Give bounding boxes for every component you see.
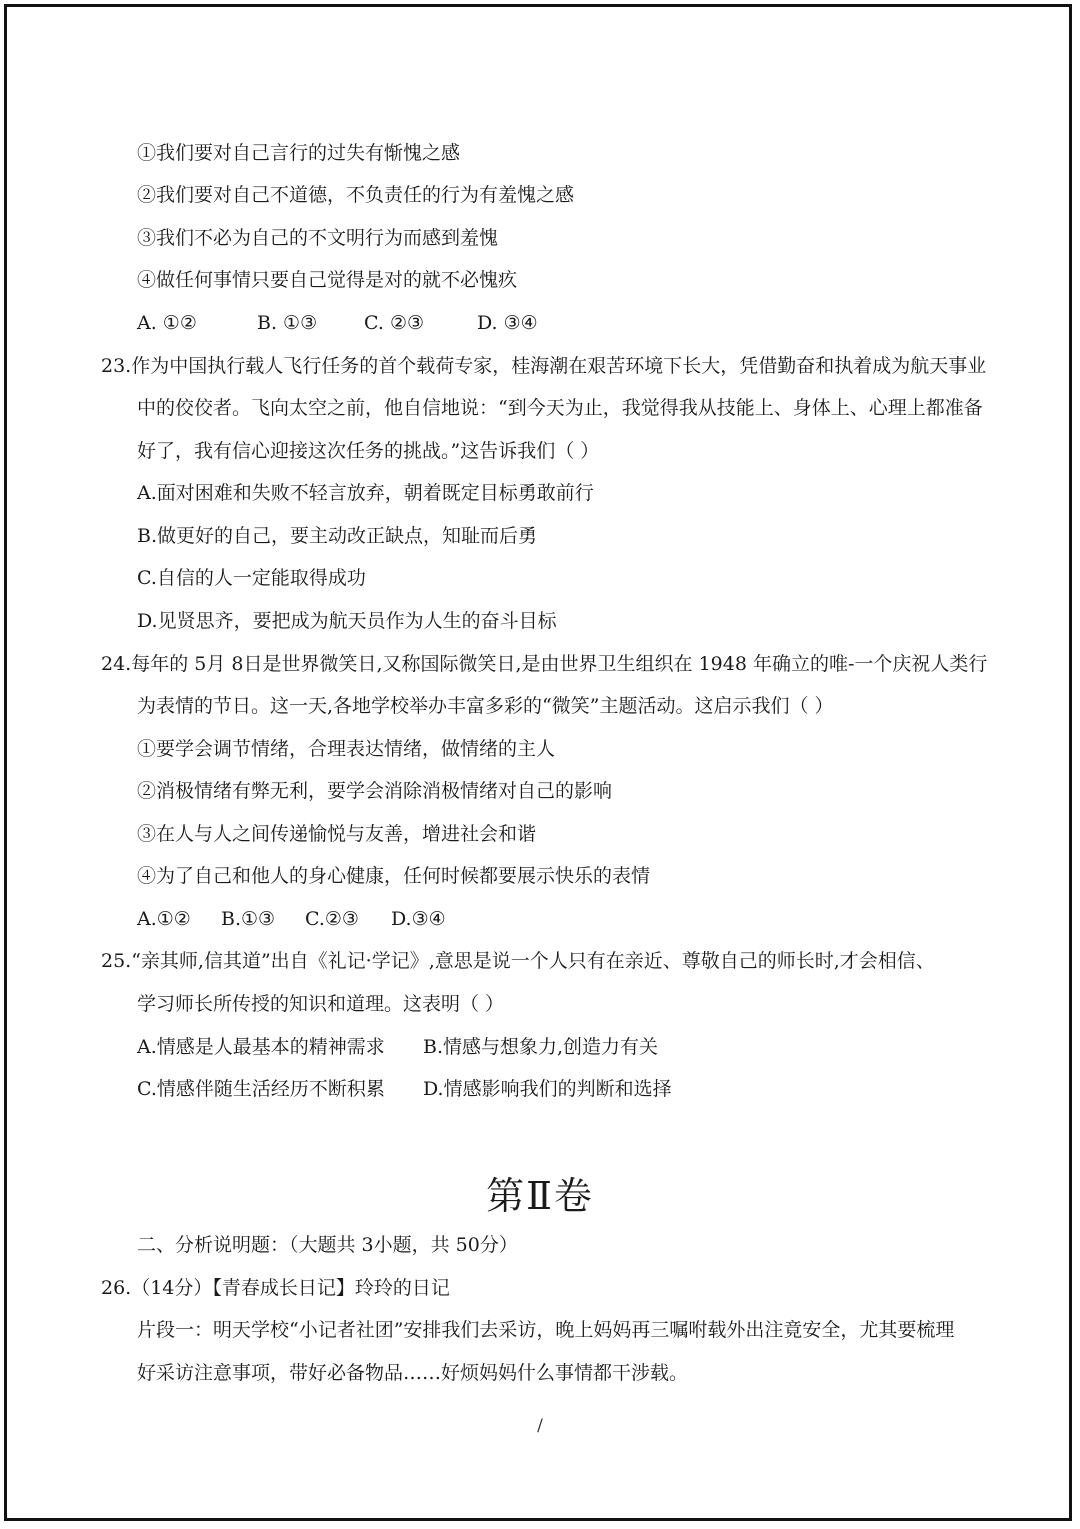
q24-options (137, 907, 446, 931)
q23-option-b: B.做更好的自己，要主动改正缺点，知耻而后勇 (137, 525, 538, 547)
q25-option-d: D.情感影响我们的判断和选择 (423, 1078, 672, 1100)
q25-option-c: C.情感伴随生活经历不断积累 (137, 1078, 385, 1100)
q22-options (137, 311, 538, 335)
q24-statement-3: ③在人与人之间传递愉悦与友善，增进社会和谐 (137, 823, 537, 845)
q26-title: 26.（14分）【青春成长日记】玲玲的日记 (101, 1277, 450, 1299)
q25-option-b: B.情感与想象力,创造力有关 (423, 1036, 659, 1058)
q26-passage-line-1: 片段一：明天学校“小记者社团”安排我们去采访，晚上妈妈再三嘱咐载外出注竟安全，尤其要梳理 (137, 1319, 955, 1341)
q22-option-a: A. ①② (137, 312, 197, 334)
q23-option-d: D.见贤思齐，要把成为航天员作为人生的奋斗目标 (137, 610, 557, 632)
q23-option-c: C.自信的人一定能取得成功 (137, 567, 366, 589)
q24-statement-1: ①要学会调节情绪，合理表达情绪，做情绪的主人 (137, 738, 556, 760)
q25-stem-line-2: 学习师长所传授的知识和道理。这表明（ ） (137, 993, 505, 1015)
page-number: / (537, 1416, 543, 1436)
q22-statement-1: ①我们要对自己言行的过失有惭愧之感 (137, 142, 461, 164)
q22-statement-2: ②我们要对自己不道德，不负责任的行为有羞愧之感 (137, 184, 575, 206)
q25-option-a: A.情感是人最基本的精神需求 (137, 1036, 385, 1058)
q23-stem-line-2: 中的佼佼者。飞向太空之前，他自信地说：“到今天为止，我觉得我从技能上、身体上、心理上都准备 (137, 397, 983, 419)
q22-statement-4: ④做任何事情只要自己觉得是对的就不必愧疚 (137, 269, 518, 291)
q22-option-c: C. ②③ (364, 312, 425, 334)
q26-passage-line-2: 好采访注意事项，带好必备物品……好烦妈妈什么事情都干涉载。 (137, 1362, 689, 1384)
q22-option-b: B. ①③ (257, 312, 318, 334)
q24-stem-line-1: 24.每年的 5月 8日是世界微笑日,又称国际微笑日,是由世界卫生组织在 1948 年确立的唯-一个庆祝人类行 (101, 653, 988, 675)
q24-statement-4: ④为了自己和他人的身心健康，任何时候都要展示快乐的表情 (137, 865, 651, 887)
q24-option-a: A.①② (137, 908, 191, 930)
q24-option-c: C.②③ (305, 908, 359, 930)
q23-stem-line-3: 好了，我有信心迎接这次任务的挑战。”这告诉我们（ ） (137, 440, 600, 462)
q24-option-b: B.①③ (221, 908, 276, 930)
q25-stem-line-1: 25.“亲其师,信其道”出自《礼记·学记》,意思是说一个人只有在亲近、尊敬自己的师长时,才会相信、 (101, 950, 935, 972)
q24-option-d: D.③④ (391, 908, 446, 930)
section-heading: 二、分析说明题：（大题共 3小题，共 50分） (137, 1234, 518, 1256)
q23-option-a: A.面对困难和失败不轻言放弃，朝着既定目标勇敢前行 (137, 482, 594, 504)
q24-statement-2: ②消极情绪有弊无利，要学会消除消极情绪对自己的影响 (137, 780, 613, 802)
q24-stem-line-2: 为表情的节日。这一天,各地学校举办丰富多彩的“微笑”主题活动。这启示我们（ ） (137, 695, 834, 717)
section-title: 第Ⅱ卷 (486, 1174, 594, 1218)
q22-option-d: D. ③④ (477, 312, 538, 334)
q22-statement-3: ③我们不必为自己的不文明行为而感到羞愧 (137, 227, 499, 249)
q23-stem-line-1: 23.作为中国执行载人飞行任务的首个载荷专家，桂海潮在艰苦环境下长大，凭借勤奋和执着成为航天事业 (101, 355, 987, 377)
